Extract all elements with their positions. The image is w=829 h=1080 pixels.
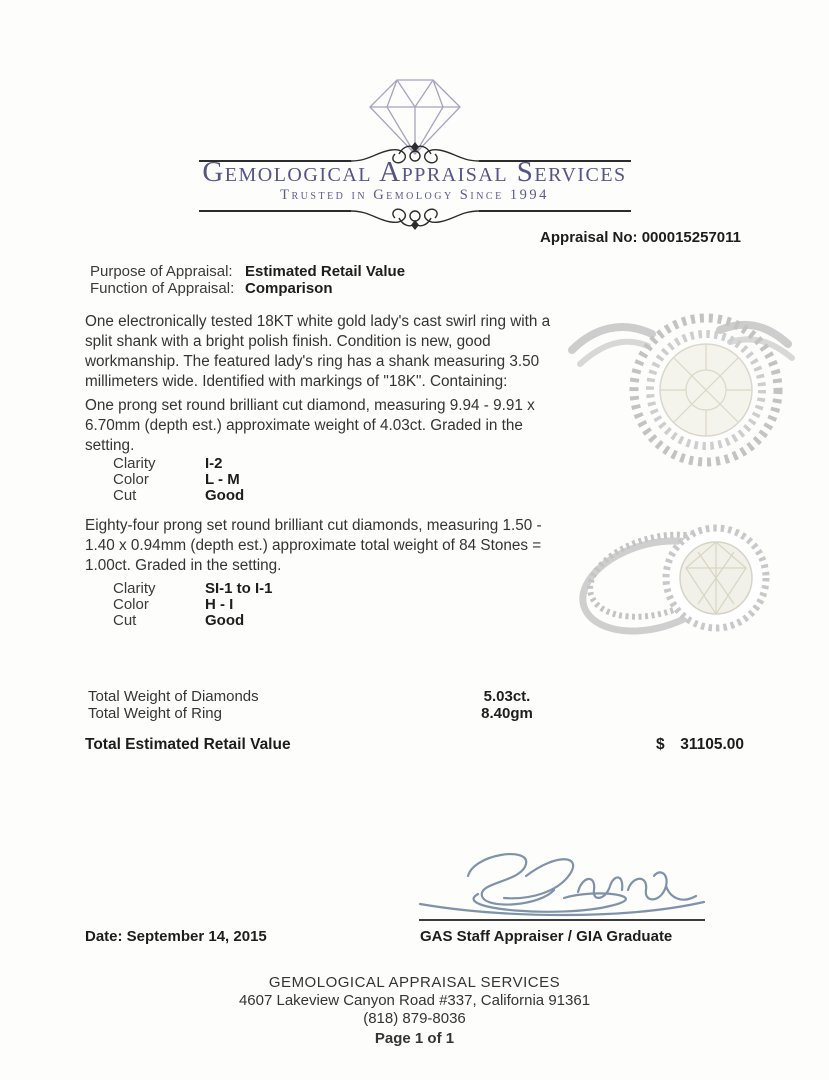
date-text: Date: September 14, 2015	[85, 928, 267, 945]
brand-title: Gemological Appraisal Services	[202, 156, 627, 188]
stone1-color-label: Color	[113, 471, 149, 488]
total-weight-ring-label: Total Weight of Ring	[88, 705, 222, 722]
ring-side-view-photo	[558, 498, 800, 663]
signature-line	[419, 919, 705, 921]
stone2-description: Eighty-four prong set round brilliant cut diamonds, measuring 1.50 - 1.40 x 0.94mm (depth est.) approximate total weight of 84 Stones = 1.00ct. Graded in the setting.	[85, 517, 542, 574]
footer-company: GEMOLOGICAL APPRAISAL SERVICES	[268, 974, 561, 991]
ring-top-view-photo	[558, 288, 800, 470]
currency-symbol: $	[656, 736, 665, 753]
function-label: Function of Appraisal:	[90, 280, 235, 297]
stone1-clarity-value: I-2	[205, 455, 223, 472]
purpose-label: Purpose of Appraisal:	[90, 263, 233, 280]
appraiser-signature	[412, 846, 712, 920]
stone1-color-value: L - M	[205, 471, 240, 488]
stone1-clarity-label: Clarity	[113, 455, 156, 472]
brand-tagline: Trusted in Gemology Since 1994	[280, 187, 549, 203]
footer-page-number: Page 1 of 1	[374, 1030, 455, 1047]
total-estimated-retail-value-amount: 31105.00	[680, 736, 744, 753]
footer-address: 4607 Lakeview Canyon Road #337, California 91361	[238, 992, 591, 1009]
total-weight-diamonds-value: 5.03ct.	[483, 688, 531, 705]
appraisal-number: Appraisal No: 000015257011	[540, 229, 741, 246]
stone2-cut-value: Good	[205, 612, 245, 629]
total-weight-ring-value: 8.40gm	[481, 705, 533, 722]
stone1-description: One prong set round brilliant cut diamond, measuring 9.94 - 9.91 x 6.70mm (depth est.) approximate weight of 4.03ct. Graded in the setting.	[85, 397, 535, 454]
stone2-color-value: H - I	[205, 596, 234, 613]
stone1-cut-label: Cut	[113, 487, 137, 504]
stone2-clarity-value: SI-1 to I-1	[205, 580, 273, 597]
total-weight-diamonds-label: Total Weight of Diamonds	[88, 688, 259, 705]
stone2-cut-label: Cut	[113, 612, 137, 629]
total-estimated-retail-value	[656, 736, 744, 754]
appraiser-title: GAS Staff Appraiser / GIA Graduate	[420, 928, 673, 945]
stone1-cut-value: Good	[205, 487, 245, 504]
function-value: Comparison	[245, 280, 333, 297]
intro-paragraph: One electronically tested 18KT white gold lady's cast swirl ring with a split shank with a bright polish finish. Condition is new, good workmanship. The featured lady's ring has a shank measuring 3.50 millimeters wide. Identified with markings of "18K". Containing:	[85, 313, 551, 390]
stone2-color-label: Color	[113, 596, 149, 613]
purpose-value: Estimated Retail Value	[245, 263, 406, 280]
total-estimated-retail-value-label: Total Estimated Retail Value	[85, 736, 291, 753]
stone2-clarity-label: Clarity	[113, 580, 156, 597]
footer-phone: (818) 879-8036	[363, 1010, 466, 1027]
